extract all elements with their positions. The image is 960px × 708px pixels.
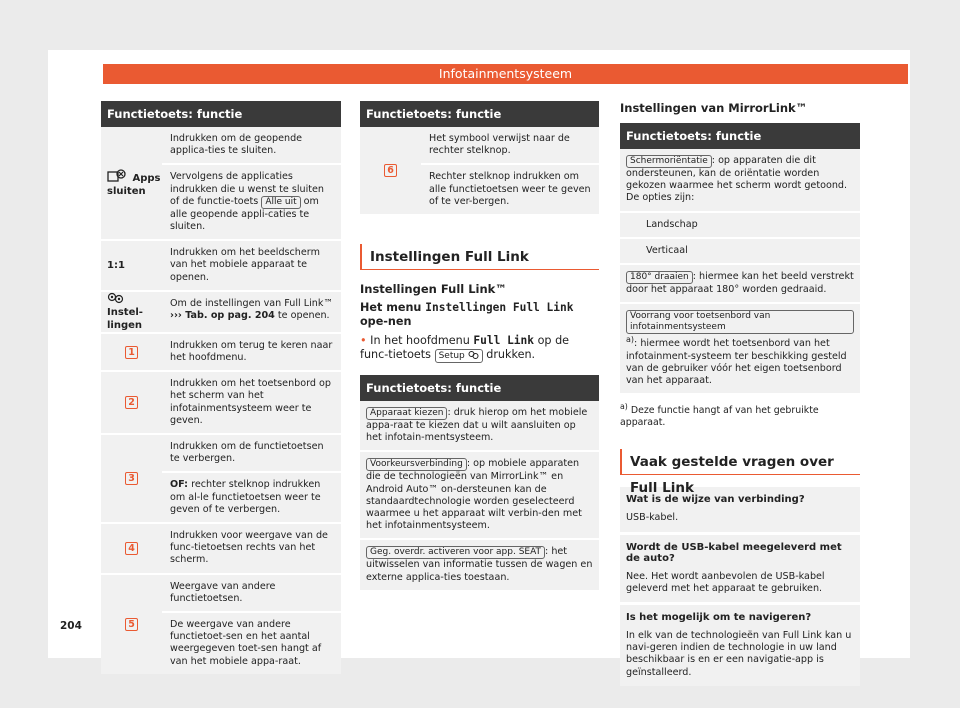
table-cell: Geg. overdr. activeren voor app. SEAT : het uitwisselen van informatie tussen de wagen en externe applica-ties toestaan.: [360, 538, 599, 589]
page-reference-link[interactable]: ››› Tab. op pag. 204: [170, 310, 275, 322]
table-row: [101, 292, 341, 334]
table-header: Functietoets: functie: [360, 375, 599, 401]
keyboard-priority-button-label: Voorrang voor toetsenbord van infotainmentsysteem: [626, 310, 854, 334]
preferred-connection-button-label: Voorkeursverbinding: [366, 458, 467, 471]
table-cell: Om de instellingen van Full Link™ ››› Tab. op pag. 204 te openen.: [170, 297, 333, 322]
number-badge: 5: [125, 618, 138, 631]
settings-gears-icon: [107, 292, 125, 304]
table-header: Functietoets: functie: [101, 101, 341, 127]
footnote: $^{a)}$ Deze functie hangt af van het gebruikte apparaat.: [620, 402, 819, 429]
number-badge: 4: [125, 542, 138, 555]
all-off-button-label: Alle uit: [261, 196, 300, 209]
subsection-title: Instellingen van MirrorLink™: [620, 101, 808, 115]
table-cell: Voorkeursverbinding : op mobiele apparaten die de technologieën van MirrorLink™ en Android Auto™ on-dersteunen kan de standaardtechnologie worden geselecteerd waarmee u het apparaat wilt verbin-den met het infotainmentsysteem.: [360, 450, 599, 538]
apps-close-icon: [107, 169, 129, 183]
table-header: Functietoets: functie: [360, 101, 599, 127]
list-item: Wat is de wijze van verbinding? USB-kabel.: [620, 487, 860, 531]
subsection-title: Instellingen Full Link™: [360, 282, 507, 297]
number-badge: 3: [125, 472, 138, 485]
option-vertical: Verticaal: [620, 237, 860, 263]
table-cell: Schermoriëntatie : op apparaten die dit ondersteunen, kan de oriëntatie worden gekozen waarmee het scherm wordt getoond. De opties zijn:: [626, 155, 848, 204]
table-row: [360, 127, 599, 214]
number-badge: 2: [125, 396, 138, 409]
choose-device-button-label: Apparaat kiezen: [366, 407, 447, 420]
setup-gear-icon: [468, 350, 479, 360]
table-header: Functietoets: functie: [620, 123, 860, 149]
step-bullet: • In het hoofdmenu Full Link op de func-tietoets Setup drukken.: [360, 334, 570, 362]
table-cell: Voorrang voor toetsenbord van infotainmentsysteem$^{a)}$: hiermee wordt het toetsenbord van het infotainment-systeem ter beschikking gesteld van de gebruiker vóór het eigen toetsenbord van het apparaat.: [620, 302, 860, 393]
rotate-button-label: 180° draaien: [626, 271, 693, 284]
table-row: [101, 575, 341, 674]
data-transfer-button-label: Geg. overdr. activeren voor app. SEAT: [366, 546, 545, 559]
function-table: [360, 127, 599, 214]
settings-key: Instel-lingen: [101, 292, 162, 332]
apps-close-key: Apps sluiten: [101, 127, 162, 239]
menu-instruction: Het menu Instellingen Full Link ope-nen: [360, 301, 574, 329]
section-title: Vaak gestelde vragen over Full Link: [620, 449, 860, 475]
table-cell: Indrukken om de geopende applica-ties te sluiten.: [170, 133, 303, 157]
screen-orientation-button-label: Schermoriëntatie: [626, 155, 712, 168]
page-number: 204: [60, 620, 82, 632]
table-cell: Vervolgens de applicaties indrukken die u wenst te sluiten of de functie-toets Alle uit om alle geopende appli-caties te sluiten.: [162, 163, 341, 239]
section-title: Instellingen Full Link: [360, 244, 599, 270]
function-table: [360, 401, 599, 590]
list-item: Is het mogelijk om te navigeren? In elk van de technologieën van Full Link kan u navi-geren indien de technologie in uw land beschikbaar is en er een navigatie-app is geïnstalleerd.: [620, 602, 860, 686]
faq-list: [620, 487, 860, 685]
table-row: [101, 524, 341, 575]
column-left: [101, 101, 341, 674]
function-table: [101, 127, 341, 674]
table-row: [101, 435, 341, 524]
table-cell: 180° draaien : hiermee kan het beeld verstrekt door het apparaat 180° worden gedraaid.: [620, 263, 860, 302]
column-right: [620, 101, 860, 686]
setup-button-label: Setup: [435, 349, 483, 363]
list-item: Wordt de USB-kabel meegeleverd met de auto? Nee. Het wordt aanbevolen de USB-kabel geleverd met het apparaat te gebruiken.: [620, 532, 860, 602]
number-badge: 6: [384, 164, 397, 177]
table-cell: Weergave van andere functietoetsen.: [170, 580, 276, 604]
table-cell: Indrukken om de functietoetsen te verbergen.: [170, 441, 324, 465]
table-cell: OF: rechter stelknop indrukken om al-le functietoetsen weer te geven of te verbergen.: [162, 471, 341, 522]
table-cell: Indrukken voor weergave van de func-tietoetsen rechts van het scherm.: [170, 530, 328, 566]
table-row: [101, 241, 341, 292]
table-cell: Apparaat kiezen : druk hierop om het mobiele appa-raat te kiezen dat u wilt aansluiten op het infotain-mentsysteem.: [366, 407, 588, 444]
table-cell: Indrukken om terug te keren naar het hoofdmenu.: [170, 339, 333, 364]
ratio-key: 1:1: [107, 260, 125, 272]
number-badge: 1: [125, 346, 138, 359]
column-middle: [360, 101, 599, 590]
table-cell: Indrukken om het beeldscherm van het mobiele apparaat te openen.: [170, 247, 320, 283]
table-cell: Rechter stelknop indrukken om alle functietoetsen weer te geven of te ver-bergen.: [421, 163, 599, 214]
table-row: [101, 127, 341, 241]
table-row: [101, 334, 341, 372]
page-header: Infotainmentsysteem: [103, 64, 908, 84]
table-cell: Indrukken om het toetsenbord op het scherm van het infotainmentsysteem weer te geven.: [170, 378, 331, 426]
table-cell: Het symbool verwijst naar de rechter stelknop.: [429, 133, 570, 157]
table-cell: De weergave van andere functietoet-sen en het aantal weergegeven toet-sen hangt af van het mobiele appa-raat.: [162, 611, 341, 674]
option-landscape: Landschap: [620, 211, 860, 237]
page: [48, 50, 910, 678]
table-row: [101, 372, 341, 435]
function-table: [620, 149, 860, 393]
